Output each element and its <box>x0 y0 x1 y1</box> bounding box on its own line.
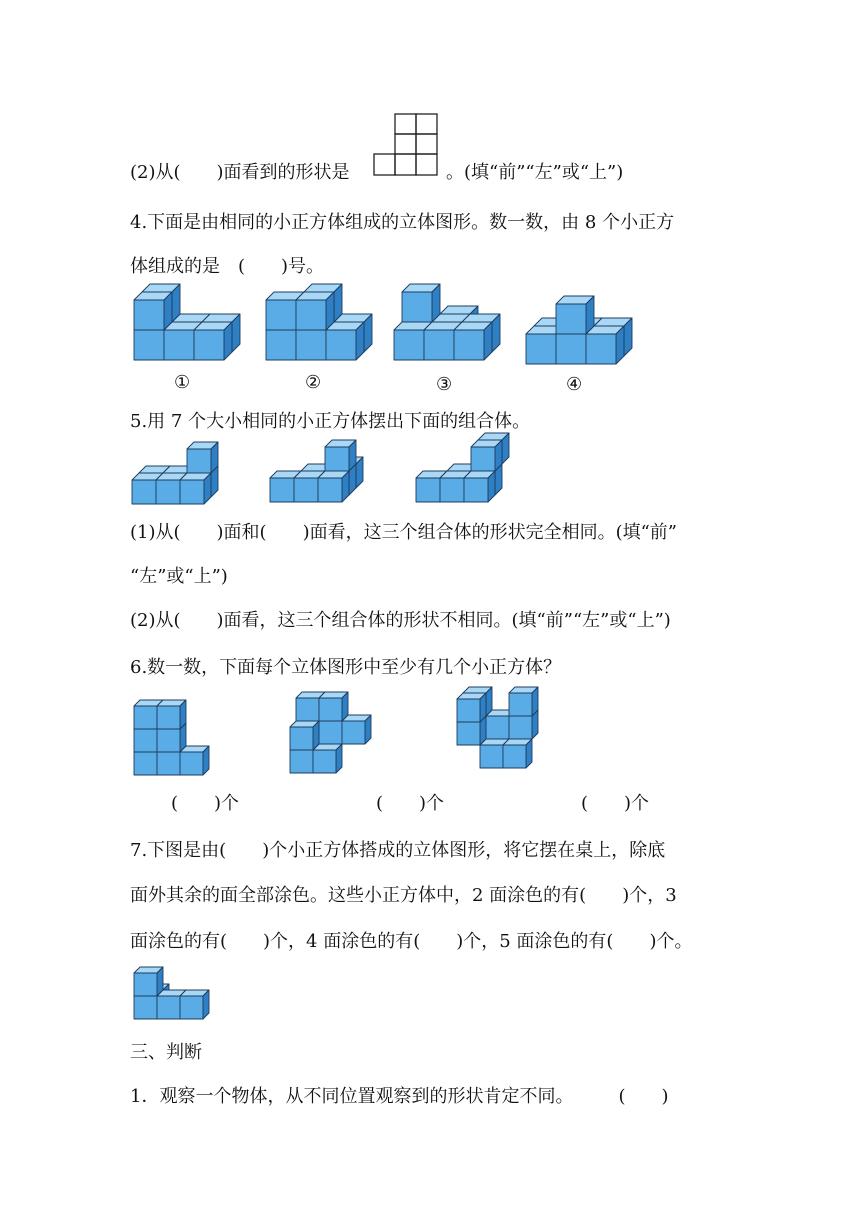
section3-title: 三、判断 <box>130 1042 202 1063</box>
q5-figure-2 <box>268 442 368 508</box>
q4-figure-2 <box>262 288 382 368</box>
q3-part2-suffix: 。(填“前”“左”或“上”) <box>446 162 624 183</box>
q6-answer-3: ( )个 <box>581 793 650 814</box>
q5-figure-3 <box>414 442 514 508</box>
q4-line1: 4.下面是由相同的小正方体组成的立体图形。数一数，由 8 个小正方 <box>130 212 675 233</box>
q5-title: 5.用 7 个大小相同的小正方体摆出下面的组合体。 <box>130 411 531 432</box>
q6-title: 6.数一数，下面每个立体图形中至少有几个小正方体？ <box>130 657 562 678</box>
q4-figure-1 <box>130 288 250 368</box>
q7-line1: 7.下图是由( )个小正方体搭成的立体图形，将它摆在桌上，除底 <box>130 840 666 861</box>
q5-part2: (2)从( )面看，这三个组合体的形状不相同。(填“前”“左”或“上”) <box>130 610 671 631</box>
q6-figure-1 <box>132 697 242 779</box>
q4-label-4: ④ <box>566 374 583 395</box>
q5-part1-line2: “左”或“上”) <box>130 566 228 587</box>
q5-figure-1 <box>130 442 230 508</box>
q4-figure-3 <box>392 290 512 370</box>
q7-line3: 面涂色的有( )个，4 面涂色的有( )个，5 面涂色的有( )个。 <box>130 931 693 952</box>
q6-answer-1: ( )个 <box>171 793 240 814</box>
q3-view-shape-figure <box>373 114 439 178</box>
q4-label-2: ② <box>305 372 322 393</box>
q4-label-3: ③ <box>436 374 453 395</box>
q4-figure-4 <box>522 296 642 376</box>
section3-q1: 1．观察一个物体，从不同位置观察到的形状肯定不同。 ( ) <box>130 1086 669 1107</box>
q7-line2: 面外其余的面全部涂色。这些小正方体中，2 面涂色的有( )个，3 <box>130 885 677 906</box>
q3-part2-prefix: (2)从( )面看到的形状是 <box>130 162 350 183</box>
q3-part2-text <box>130 161 350 185</box>
q6-figure-2 <box>288 695 398 777</box>
q6-figure-3 <box>455 690 565 774</box>
q4-line2: 体组成的是 ( )号。 <box>130 256 325 277</box>
q6-answer-2: ( )个 <box>376 793 445 814</box>
q5-part1-line1: (1)从( )面和( )面看，这三个组合体的形状完全相同。(填“前” <box>130 522 678 543</box>
q4-label-1: ① <box>174 372 191 393</box>
q7-figure <box>132 966 222 1026</box>
